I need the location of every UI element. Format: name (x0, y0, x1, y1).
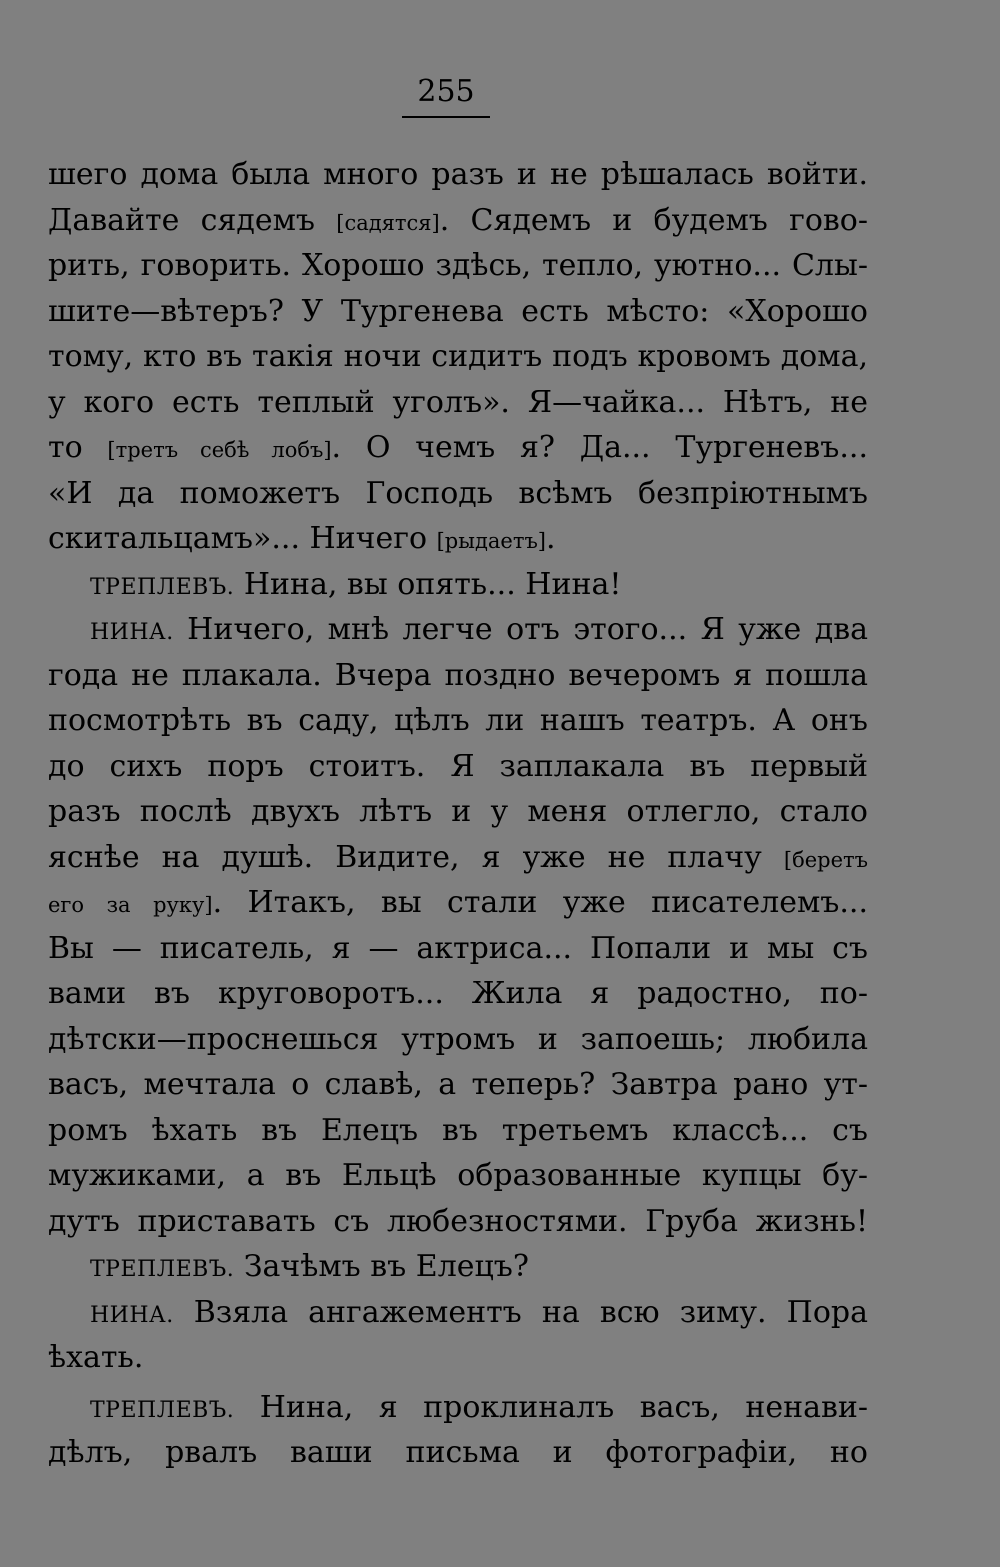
text-line: то [третъ себѣ лобъ]. О чемъ я? Да... Тургеневъ... (48, 430, 868, 465)
text-line: ромъ ѣхать въ Елецъ въ третьемъ классѣ... съ (48, 1112, 868, 1148)
text-line: дѣтски—проснешься утромъ и запоешь; любила (48, 1021, 868, 1057)
text-line: его за руку]. Итакъ, вы стали уже писателемъ... (48, 885, 868, 920)
speech-line: НИНА. Взяла ангажементъ на всю зиму. Пора (90, 1294, 868, 1330)
text-line: Давайте сядемъ [садятся]. Сядемъ и будемъ гово- (48, 202, 868, 238)
text-line: шего дома была много разъ и не рѣшалась войти. (48, 157, 868, 192)
text-line: рить, говорить. Хорошо здѣсь, тепло, уютно... Слы- (48, 248, 868, 283)
text-line: васъ, мечтала о славѣ, а теперь? Завтра рано ут- (48, 1067, 868, 1102)
text-line: яснѣе на душѣ. Видите, я уже не плачу [беретъ (48, 839, 868, 875)
text-line: до сихъ поръ стоитъ. Я заплакала въ первый (48, 748, 868, 784)
text-line: «И да поможетъ Господь всѣмъ безпріютнымъ (48, 475, 868, 511)
text-line: дутъ приставать съ любезностями. Груба жизнь! (48, 1203, 868, 1239)
speech-line: НИНА. Ничего, мнѣ легче отъ этого... Я уже два (90, 612, 868, 647)
text-line: года не плакала. Вчера поздно вечеромъ я пошла (48, 657, 868, 693)
text-line: скитальцамъ»... Ничего [рыдаетъ]. (48, 521, 556, 556)
text-line: мужиками, а въ Ельцѣ образованные купцы бу- (48, 1158, 868, 1193)
text-line: тому, кто въ такія ночи сидитъ подъ кровомъ дома, (48, 339, 868, 374)
text-line: шите—вѣтеръ? У Тургенева есть мѣсто: «Хорошо (48, 293, 868, 329)
text-line: вами въ круговоротъ... Жила я радостно, по- (48, 976, 868, 1011)
page-number-rule (402, 116, 490, 118)
speech-line: ТРЕПЛЕВЪ. Нина, я проклиналъ васъ, ненави- (90, 1389, 868, 1425)
speech-line: ТРЕПЛЕВЪ. Зачѣмъ въ Елецъ? (90, 1249, 529, 1284)
text-line: дѣлъ, рвалъ ваши письма и фотографіи, но (48, 1435, 868, 1470)
text-line: ѣхать. (48, 1340, 144, 1375)
text-line: у кого есть теплый уголъ». Я—чайка... Нѣтъ, не (48, 384, 868, 420)
text-line: Вы — писатель, я — актриса... Попали и мы съ (48, 930, 868, 966)
text-line: посмотрѣть въ саду, цѣлъ ли нашъ театръ. А онъ (48, 703, 868, 738)
page-number: 255 (417, 74, 475, 109)
body-text (48, 152, 868, 1476)
speech-line: ТРЕПЛЕВЪ. Нина, вы опять... Нина! (90, 566, 622, 602)
text-line: разъ послѣ двухъ лѣтъ и у меня отлегло, стало (48, 794, 868, 829)
